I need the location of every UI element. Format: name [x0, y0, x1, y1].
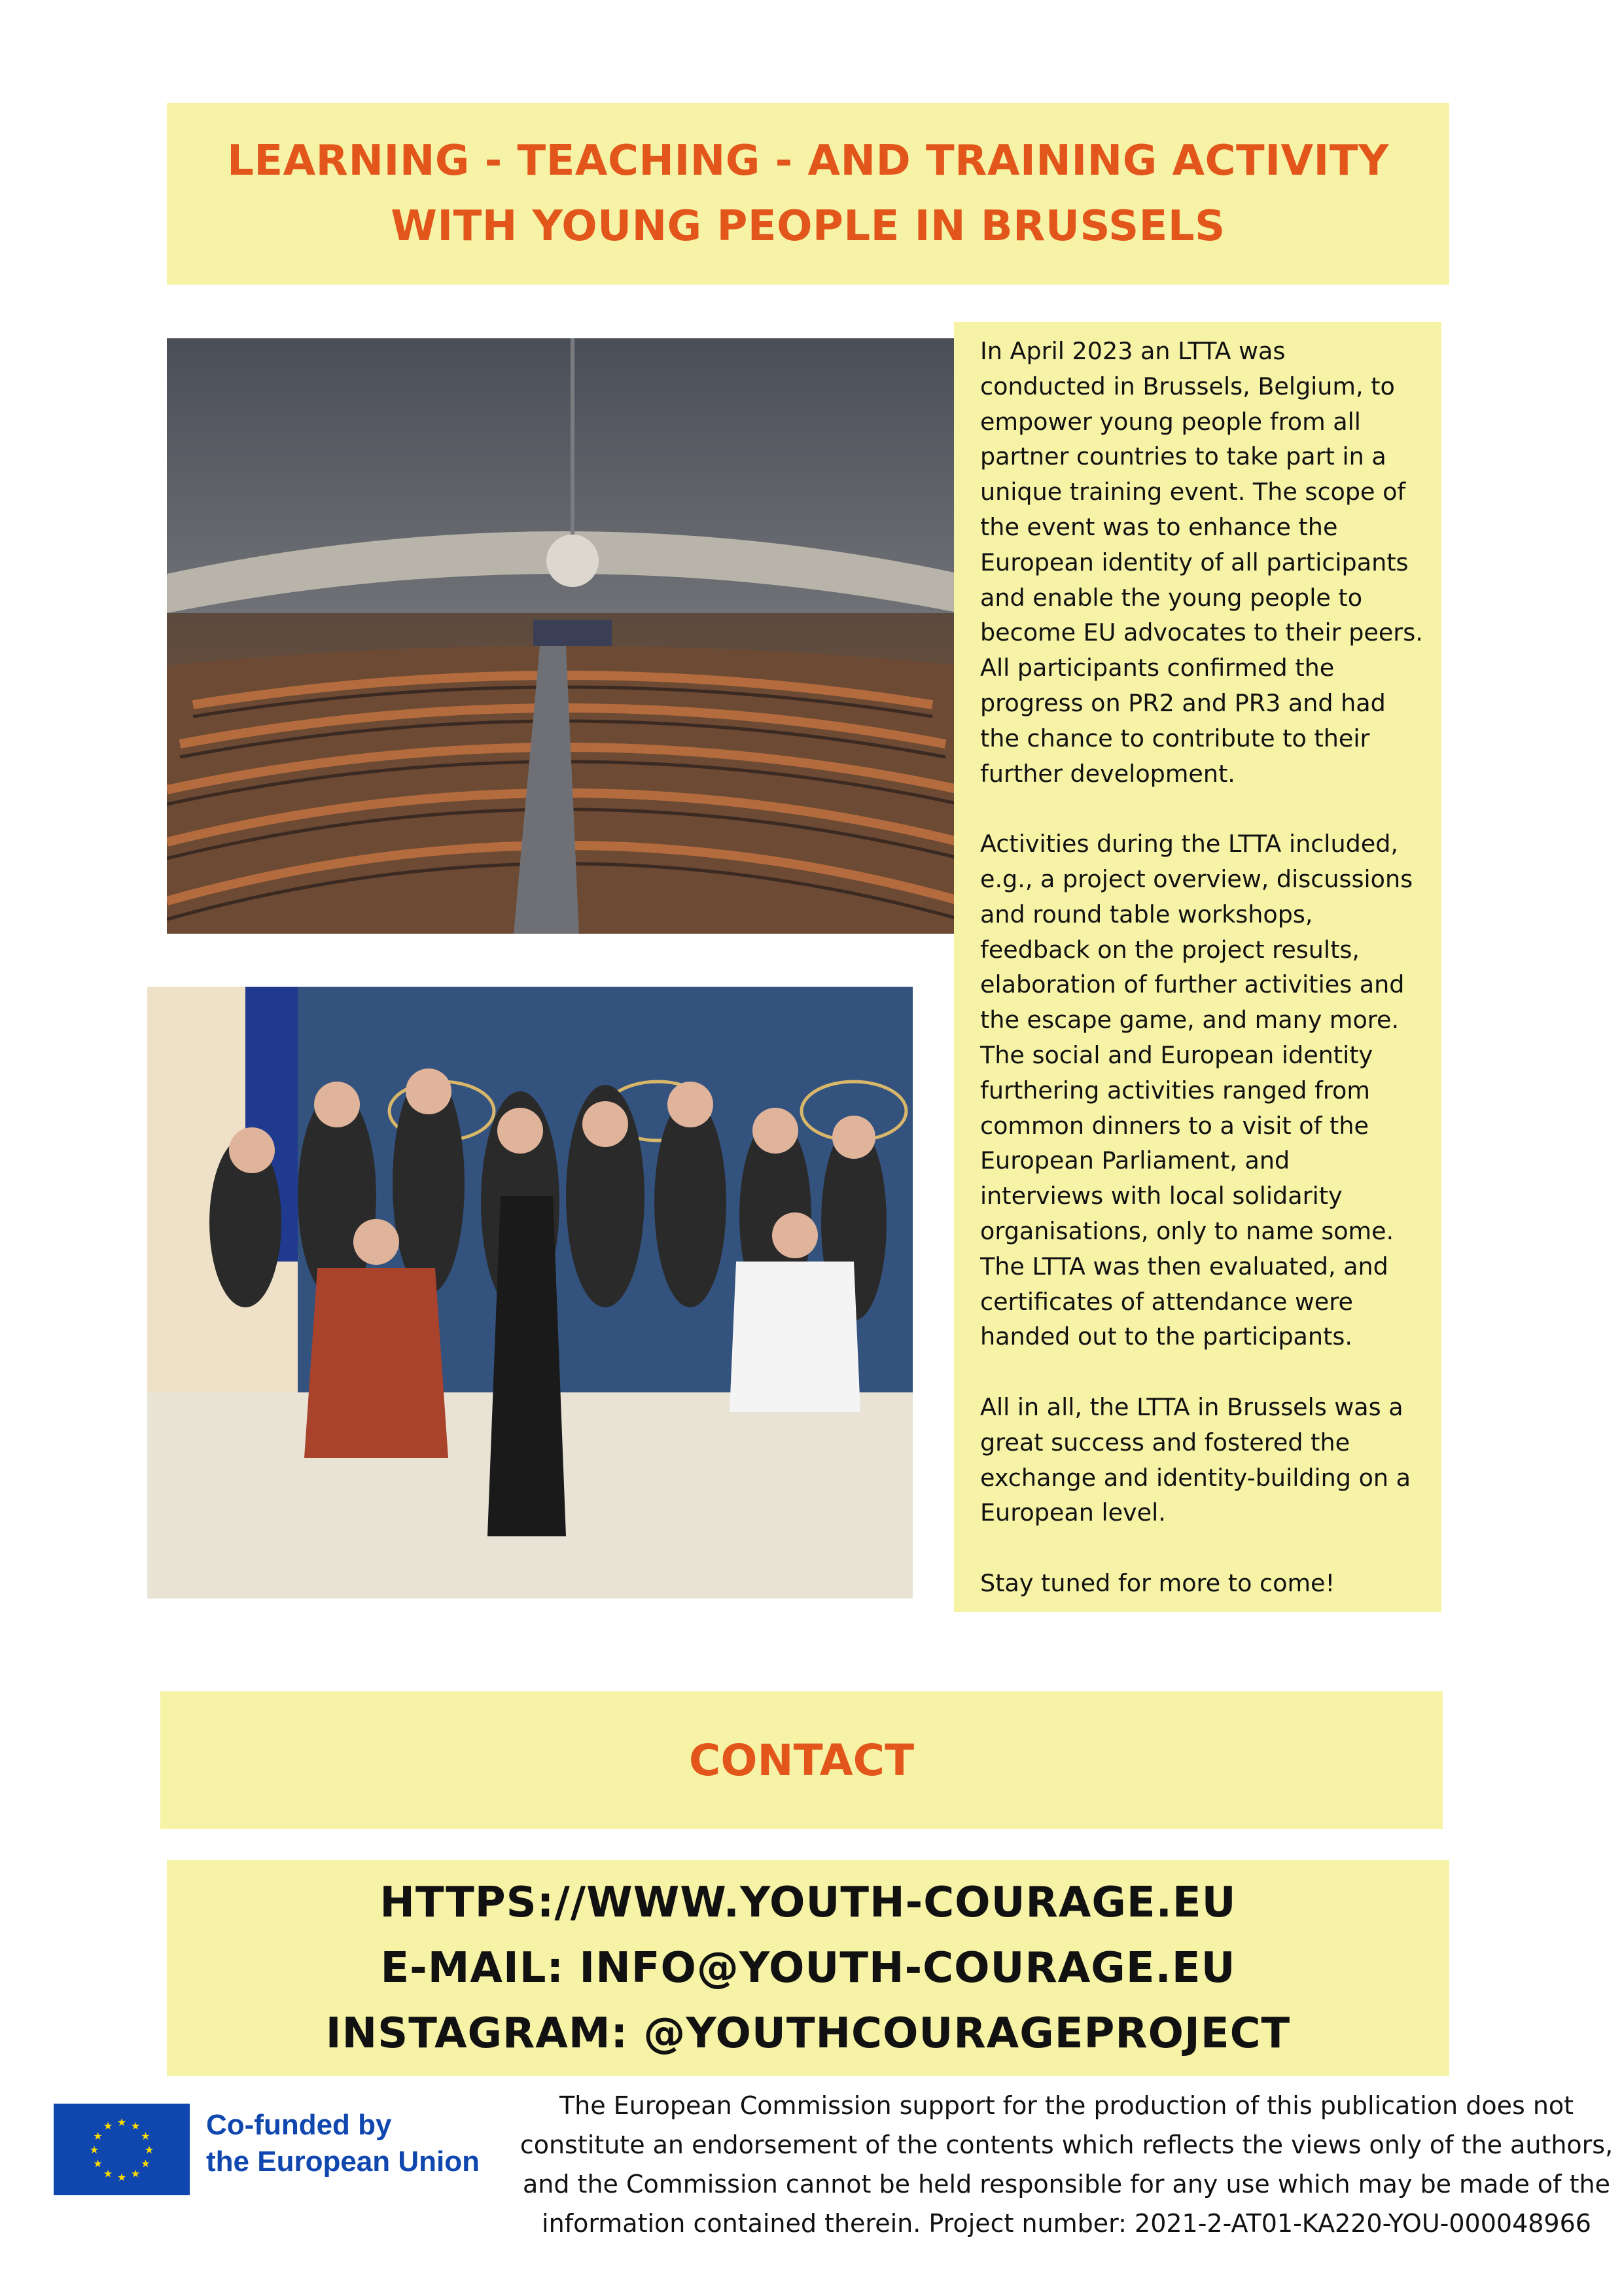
article-body	[980, 334, 1455, 1601]
eu-star-icon: ★	[141, 2130, 150, 2142]
email-link[interactable]: E-MAIL: INFO@YOUTH-COURAGE.EU	[380, 1944, 1236, 1992]
eu-star-icon: ★	[130, 2167, 141, 2180]
eu-star-icon: ★	[116, 2116, 127, 2128]
contact-details	[167, 1860, 1449, 2076]
hemicycle-photo	[167, 338, 961, 934]
website-link[interactable]: HTTPS://WWW.YOUTH-COURAGE.EU	[379, 1879, 1237, 1927]
disclaimer-text: The European Commission support for the production of this publication does not constitute an endorsement of the contents which reflects the views only of the authors, and the Commission cannot be held responsible for any use which may be made of the information contained therein. Project number: 2021-2-AT01-KA220-YOU-000048966	[520, 2091, 1613, 2238]
eu-star-icon: ★	[141, 2157, 150, 2170]
eu-star-icon: ★	[130, 2119, 141, 2132]
eu-star-icon: ★	[144, 2144, 154, 2156]
article-paragraph-1: In April 2023 an LTTA was conducted in Brussels, Belgium, to empower young people from all partner countries to take part in a unique training event. The scope of the event was to enhance the European identity of all participants and enable the young people to become EU advocates to their peers. All participants confirmed the progress on PR2 and PR3 and had the chance to contribute to their further development.	[980, 337, 1423, 788]
eu-stars-icon	[54, 2104, 190, 2195]
eu-star-icon: ★	[116, 2171, 127, 2183]
title-line-2: WITH YOUNG PEOPLE IN BRUSSELS	[391, 202, 1225, 251]
eu-star-icon: ★	[103, 2167, 113, 2180]
eu-flag-icon	[54, 2104, 190, 2195]
article-paragraph-4: Stay tuned for more to come!	[980, 1568, 1335, 1597]
cofunded-label	[206, 2107, 520, 2180]
eu-star-icon: ★	[89, 2144, 99, 2156]
contact-banner	[160, 1691, 1443, 1829]
eu-star-icon: ★	[93, 2130, 103, 2142]
eu-star-icon: ★	[103, 2119, 113, 2132]
group-photo	[147, 987, 913, 1598]
eu-star-icon: ★	[93, 2157, 103, 2170]
cofunded-line-2: the European Union	[206, 2146, 480, 2178]
hemicycle-illustration	[167, 338, 961, 934]
article-paragraph-3: All in all, the LTTA in Brussels was a great success and fostered the exchange and identity-building on a European level.	[980, 1392, 1411, 1527]
cofunded-line-1: Co-funded by	[206, 2109, 392, 2141]
instagram-link[interactable]: INSTAGRAM: @YOUTHCOURAGEPROJECT	[325, 2009, 1291, 2058]
title-line-1: LEARNING - TEACHING - AND TRAINING ACTIVITY	[227, 137, 1389, 185]
group-illustration	[147, 987, 913, 1598]
contact-title: CONTACT	[688, 1735, 915, 1786]
article-paragraph-2: Activities during the LTTA included, e.g., a project overview, discussions and round table workshops, feedback on the project results, elaboration of further activities and the escape game, and many more. The social and European identity furthering activities ranged from common dinners to a visit of the European Parliament, and interviews with local solidarity organisations, only to name some. The LTTA was then evaluated, and certificates of attendance were handed out to the participants.	[980, 830, 1413, 1351]
title-banner	[167, 103, 1449, 285]
